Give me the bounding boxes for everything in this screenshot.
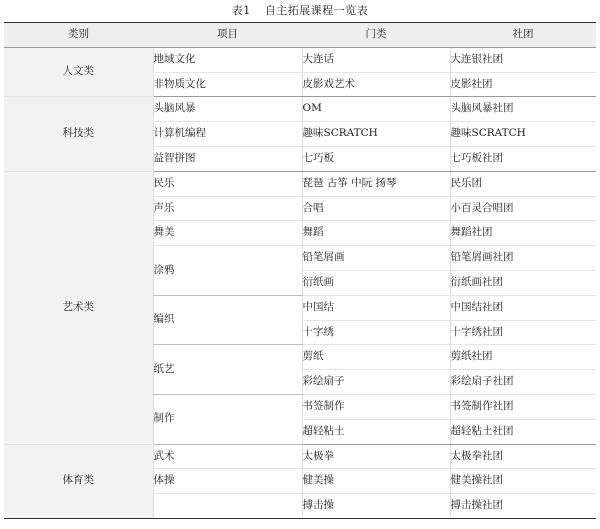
club-cell: 十字绣社团 xyxy=(450,320,596,345)
type-cell: 中国结 xyxy=(302,295,450,320)
type-cell: OM xyxy=(302,97,450,122)
project-cell: 制作 xyxy=(153,394,302,444)
type-cell: 皮影戏艺术 xyxy=(302,72,450,97)
table-title: 自主拓展课程一览表 xyxy=(264,4,369,17)
club-cell: 彩绘扇子社团 xyxy=(450,370,596,395)
type-cell: 太极拳 xyxy=(302,444,450,469)
club-cell: 超轻粘土社团 xyxy=(450,419,596,444)
table-row xyxy=(4,47,596,72)
club-cell: 中国结社团 xyxy=(450,295,596,320)
project-cell: 地域文化 xyxy=(153,47,302,72)
type-cell: 铅笔屑画 xyxy=(302,246,450,271)
category-humanities: 人文类 xyxy=(4,47,153,97)
type-cell: 大连话 xyxy=(302,47,450,72)
type-cell: 合唱 xyxy=(302,196,450,221)
category-tech: 科技类 xyxy=(4,97,153,171)
club-cell: 小百灵合唱团 xyxy=(450,196,596,221)
type-cell: 书签制作 xyxy=(302,394,450,419)
club-cell: 趣味SCRATCH xyxy=(450,122,596,147)
project-cell: 编织 xyxy=(153,295,302,345)
club-cell: 民乐团 xyxy=(450,171,596,196)
project-cell: 体操 xyxy=(153,469,302,494)
type-cell: 彩绘扇子 xyxy=(302,370,450,395)
type-cell: 衍纸画 xyxy=(302,270,450,295)
table-caption xyxy=(0,0,600,22)
club-cell: 舞蹈社团 xyxy=(450,221,596,246)
club-cell: 搏击操社团 xyxy=(450,494,596,519)
project-cell: 计算机编程 xyxy=(153,122,302,147)
header-project: 项目 xyxy=(153,23,302,48)
category-arts: 艺术类 xyxy=(4,171,153,444)
project-cell: 纸艺 xyxy=(153,345,302,395)
category-sports: 体育类 xyxy=(4,444,153,518)
project-cell xyxy=(153,494,302,519)
header-club: 社团 xyxy=(450,23,596,48)
header-category: 类别 xyxy=(4,23,153,48)
type-cell: 七巧板 xyxy=(302,146,450,171)
club-cell: 衍纸画社团 xyxy=(450,270,596,295)
type-cell: 剪纸 xyxy=(302,345,450,370)
project-cell: 非物质文化 xyxy=(153,72,302,97)
club-cell: 书签制作社团 xyxy=(450,394,596,419)
table-row xyxy=(4,97,596,122)
course-table xyxy=(4,22,596,519)
table-row xyxy=(4,444,596,469)
club-cell: 剪纸社团 xyxy=(450,345,596,370)
club-cell: 头脑风暴社团 xyxy=(450,97,596,122)
type-cell: 超轻粘土 xyxy=(302,419,450,444)
project-cell: 涂鸦 xyxy=(153,246,302,296)
table-row xyxy=(4,171,596,196)
type-cell: 搏击操 xyxy=(302,494,450,519)
project-cell: 民乐 xyxy=(153,171,302,196)
table-number: 表1 xyxy=(231,4,251,17)
project-cell: 武术 xyxy=(153,444,302,469)
type-cell: 健美操 xyxy=(302,469,450,494)
club-cell: 铅笔屑画社团 xyxy=(450,246,596,271)
type-cell: 舞蹈 xyxy=(302,221,450,246)
club-cell: 皮影社团 xyxy=(450,72,596,97)
club-cell: 大连银社团 xyxy=(450,47,596,72)
type-cell: 十字绣 xyxy=(302,320,450,345)
club-cell: 七巧板社团 xyxy=(450,146,596,171)
table-header-row xyxy=(4,23,596,48)
type-cell: 琵琶 古筝 中阮 扬琴 xyxy=(302,171,450,196)
project-cell: 头脑风暴 xyxy=(153,97,302,122)
type-cell: 趣味SCRATCH xyxy=(302,122,450,147)
project-cell: 声乐 xyxy=(153,196,302,221)
header-type: 门类 xyxy=(302,23,450,48)
club-cell: 健美操社团 xyxy=(450,469,596,494)
project-cell: 舞美 xyxy=(153,221,302,246)
club-cell: 太极拳社团 xyxy=(450,444,596,469)
project-cell: 益智拼图 xyxy=(153,146,302,171)
